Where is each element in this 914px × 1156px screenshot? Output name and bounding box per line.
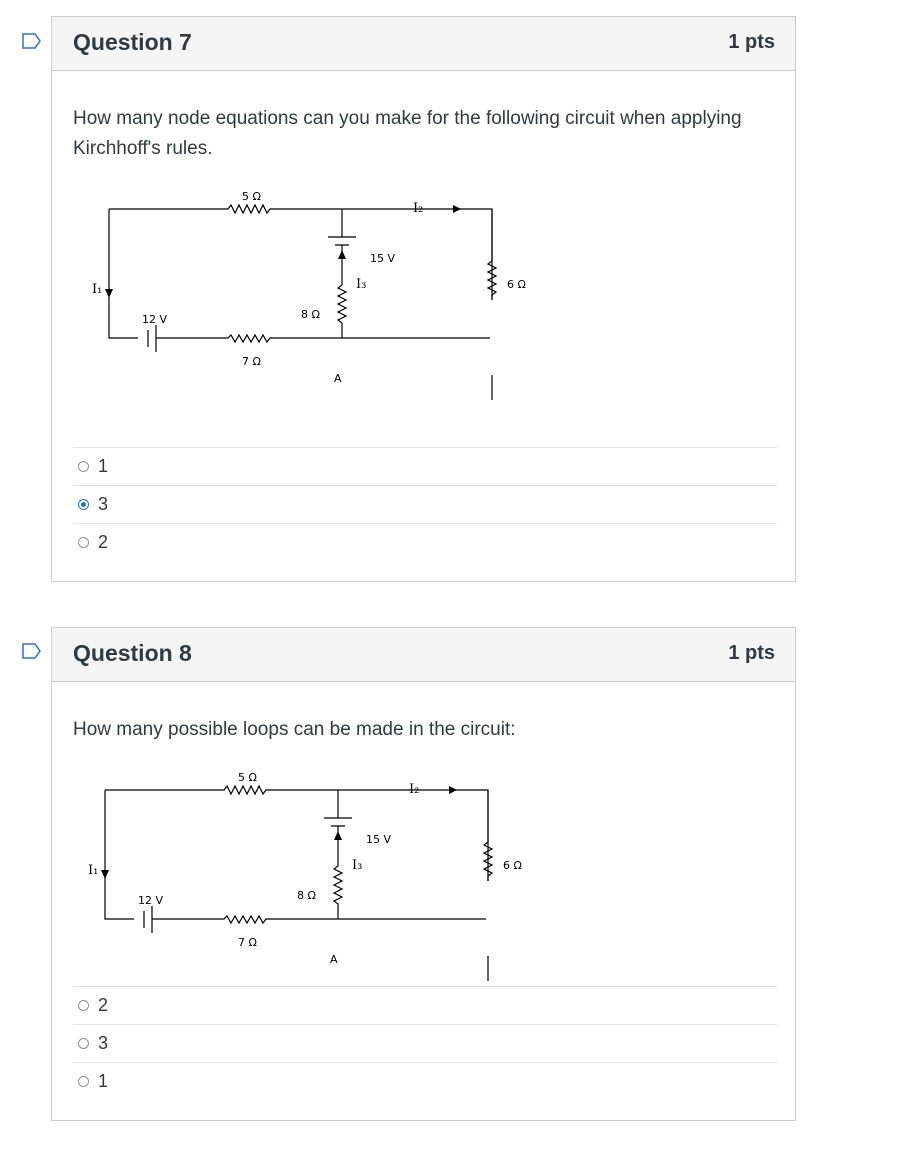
question-text: How many possible loops can be made in the circuit: bbox=[73, 719, 516, 740]
answer-option[interactable] bbox=[73, 447, 777, 485]
label-i3: I₃ bbox=[352, 858, 363, 873]
answer-option[interactable] bbox=[73, 485, 777, 523]
circuit-diagram bbox=[92, 175, 552, 385]
answer-label: 3 bbox=[98, 1033, 109, 1053]
radio-button[interactable] bbox=[78, 537, 89, 548]
label-v-left: 12 V bbox=[142, 313, 168, 326]
label-r-bottom: 7 Ω bbox=[238, 936, 257, 949]
answer-option[interactable] bbox=[73, 1062, 777, 1100]
label-i3: I₃ bbox=[356, 277, 367, 292]
label-r-right: 6 Ω bbox=[507, 278, 526, 291]
question-text: How many node equations can you make for the following circuit when applying Kirchhoff's rules. bbox=[73, 108, 742, 159]
label-r-middle: 8 Ω bbox=[297, 889, 316, 902]
label-r-top: 5 Ω bbox=[238, 771, 257, 784]
label-r-bottom: 7 Ω bbox=[242, 355, 261, 368]
question-title: Question 7 bbox=[73, 29, 192, 55]
label-node-a: A bbox=[334, 372, 342, 385]
answer-label: 2 bbox=[98, 532, 109, 552]
radio-button-selected[interactable] bbox=[78, 499, 89, 510]
circuit-diagram bbox=[88, 756, 548, 966]
flag-icon[interactable] bbox=[22, 643, 42, 659]
question-points: 1 pts bbox=[728, 31, 775, 53]
label-node-a: A bbox=[330, 953, 338, 966]
answer-option[interactable] bbox=[73, 1024, 777, 1062]
answer-label: 1 bbox=[98, 456, 109, 476]
radio-button[interactable] bbox=[78, 1000, 89, 1011]
label-r-top: 5 Ω bbox=[242, 190, 261, 203]
answer-option[interactable] bbox=[73, 523, 777, 561]
answer-option[interactable] bbox=[73, 986, 777, 1024]
radio-button[interactable] bbox=[78, 461, 89, 472]
question-card bbox=[51, 16, 796, 582]
radio-button[interactable] bbox=[78, 1038, 89, 1049]
answer-list bbox=[73, 986, 777, 1100]
label-v-middle: 15 V bbox=[366, 833, 392, 846]
label-i2: I₂ bbox=[413, 201, 424, 216]
label-i1: I₁ bbox=[92, 282, 103, 297]
question-points: 1 pts bbox=[728, 642, 775, 664]
flag-icon[interactable] bbox=[22, 33, 42, 49]
label-r-right: 6 Ω bbox=[503, 859, 522, 872]
answer-label: 2 bbox=[98, 995, 109, 1015]
label-v-left: 12 V bbox=[138, 894, 164, 907]
answer-list bbox=[73, 447, 777, 561]
question-title: Question 8 bbox=[73, 640, 192, 666]
label-i2: I₂ bbox=[409, 782, 420, 797]
question-header bbox=[52, 628, 795, 682]
radio-button[interactable] bbox=[78, 1076, 89, 1087]
label-i1: I₁ bbox=[88, 863, 99, 878]
question-card bbox=[51, 627, 796, 1121]
answer-label: 3 bbox=[98, 494, 109, 514]
question-header bbox=[52, 17, 795, 71]
label-v-middle: 15 V bbox=[370, 252, 396, 265]
answer-label: 1 bbox=[98, 1071, 109, 1091]
label-r-middle: 8 Ω bbox=[301, 308, 320, 321]
